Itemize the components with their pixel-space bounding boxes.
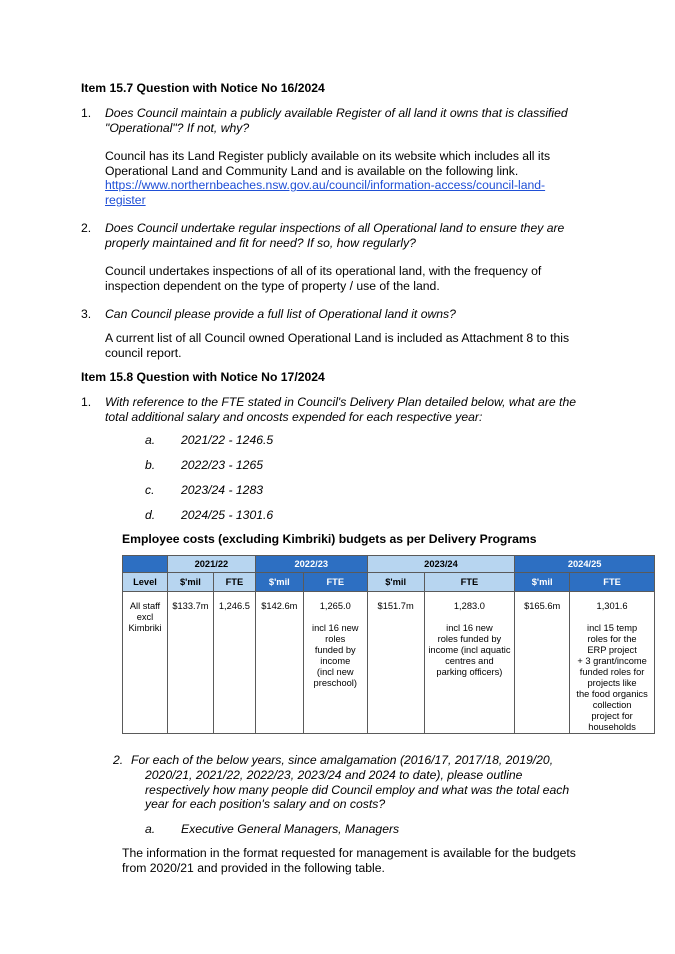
table-year-row	[123, 556, 655, 573]
table-header-fte: FTE	[213, 573, 255, 592]
subitem-label: a.	[145, 433, 156, 447]
answer-text: The information in the format requested for management is available for the budgets from 2020/21 and provided in the following table.	[122, 846, 576, 875]
subitem-text: Executive General Managers, Managers	[181, 822, 400, 836]
question-text: For each of the below years, since amalgamation (2016/17, 2017/18, 2019/20,	[131, 753, 554, 767]
question-number: 1.	[81, 106, 92, 120]
answer-text: Council undertakes inspections of all of its operational land, with the frequency of inspection dependent on the type of property / use of the land.	[105, 264, 542, 293]
table-header-mil: $'mil	[515, 573, 570, 592]
table-header-fte: FTE	[303, 573, 367, 592]
table-header-year: 2022/23	[255, 556, 367, 573]
question-text: Does Council maintain a publicly available Register of all land it owns that is classified "Operational"? If not, why?	[105, 106, 568, 135]
answer-text: A current list of all Council owned Operational Land is included as Attachment 8 to this council report.	[105, 331, 570, 360]
table-header-year: 2023/24	[367, 556, 515, 573]
subitem-label: c.	[145, 483, 155, 497]
subitem-label: d.	[145, 508, 156, 522]
table-cell-mil: $142.6m	[255, 592, 303, 734]
table-header-mil: $'mil	[255, 573, 303, 592]
table-cell-fte: 1,283.0 incl 16 new roles funded by income (incl aquatic centres and parking officers)	[424, 592, 515, 734]
question-number: 2.	[81, 221, 92, 235]
table-header-year: 2021/22	[167, 556, 255, 573]
land-register-link[interactable]: https://www.northernbeaches.nsw.gov.au/council/information-access/council-land- register	[105, 178, 546, 207]
table-header-mil: $'mil	[367, 573, 424, 592]
subitem-text: 2023/24 - 1283	[181, 483, 263, 497]
table-caption: Employee costs (excluding Kimbriki) budgets as per Delivery Programs	[122, 532, 537, 546]
table-cell-level: All staff excl Kimbriki	[123, 592, 168, 734]
question-text: With reference to the FTE stated in Council's Delivery Plan detailed below, what are the total additional salary and oncosts expended for each respective year:	[105, 395, 576, 424]
table-cell-mil: $133.7m	[167, 592, 213, 734]
table-cell-fte: 1,265.0 incl 16 new roles funded by income (incl new preschool)	[303, 592, 367, 734]
subitem-text: 2022/23 - 1265	[181, 458, 263, 472]
table-cell-mil: $151.7m	[367, 592, 424, 734]
table-column-row	[123, 573, 655, 592]
item-15-7-heading: Item 15.7 Question with Notice No 16/2024	[81, 81, 325, 95]
question-number: 1.	[81, 395, 92, 409]
table-header-fte: FTE	[570, 573, 655, 592]
employee-costs-table	[122, 555, 655, 734]
question-number: 3.	[81, 307, 92, 321]
question-text: 2020/21, 2021/22, 2022/23, 2023/24 and 2024 to date), please outline respectively how many people did Council employ and what was the total each year for each position's salary and on costs?	[145, 768, 570, 812]
subitem-label: b.	[145, 458, 156, 472]
question-text: Does Council undertake regular inspections of all Operational land to ensure they are properly maintained and fit for need? If so, how regularly?	[105, 221, 565, 250]
table-header-fte: FTE	[424, 573, 515, 592]
subitem-text: 2024/25 - 1301.6	[181, 508, 274, 522]
table-cell-mil: $165.6m	[515, 592, 570, 734]
table-header-level: Level	[123, 573, 168, 592]
table-header-mil: $'mil	[167, 573, 213, 592]
table-row	[123, 592, 655, 734]
subitem-text: 2021/22 - 1246.5	[181, 433, 274, 447]
subitem-label: a.	[145, 822, 156, 836]
question-number: 2.	[113, 753, 124, 767]
item-15-8-heading: Item 15.8 Question with Notice No 17/2024	[81, 370, 325, 384]
table-header-year: 2024/25	[515, 556, 655, 573]
answer-text: Council has its Land Register publicly available on its website which includes all its Operational Land and Community Land and is available on the following link. https://www.northernbeaches.nsw.gov.au/council/information-access/council-land- register	[105, 149, 551, 207]
question-text: Can Council please provide a full list of Operational land it owns?	[105, 307, 456, 321]
table-cell-fte: 1,246.5	[213, 592, 255, 734]
table-header-cell	[123, 556, 168, 573]
table-cell-fte: 1,301.6 incl 15 temp roles for the ERP project + 3 grant/income funded roles for projects like the food organics collection project for households	[570, 592, 655, 734]
